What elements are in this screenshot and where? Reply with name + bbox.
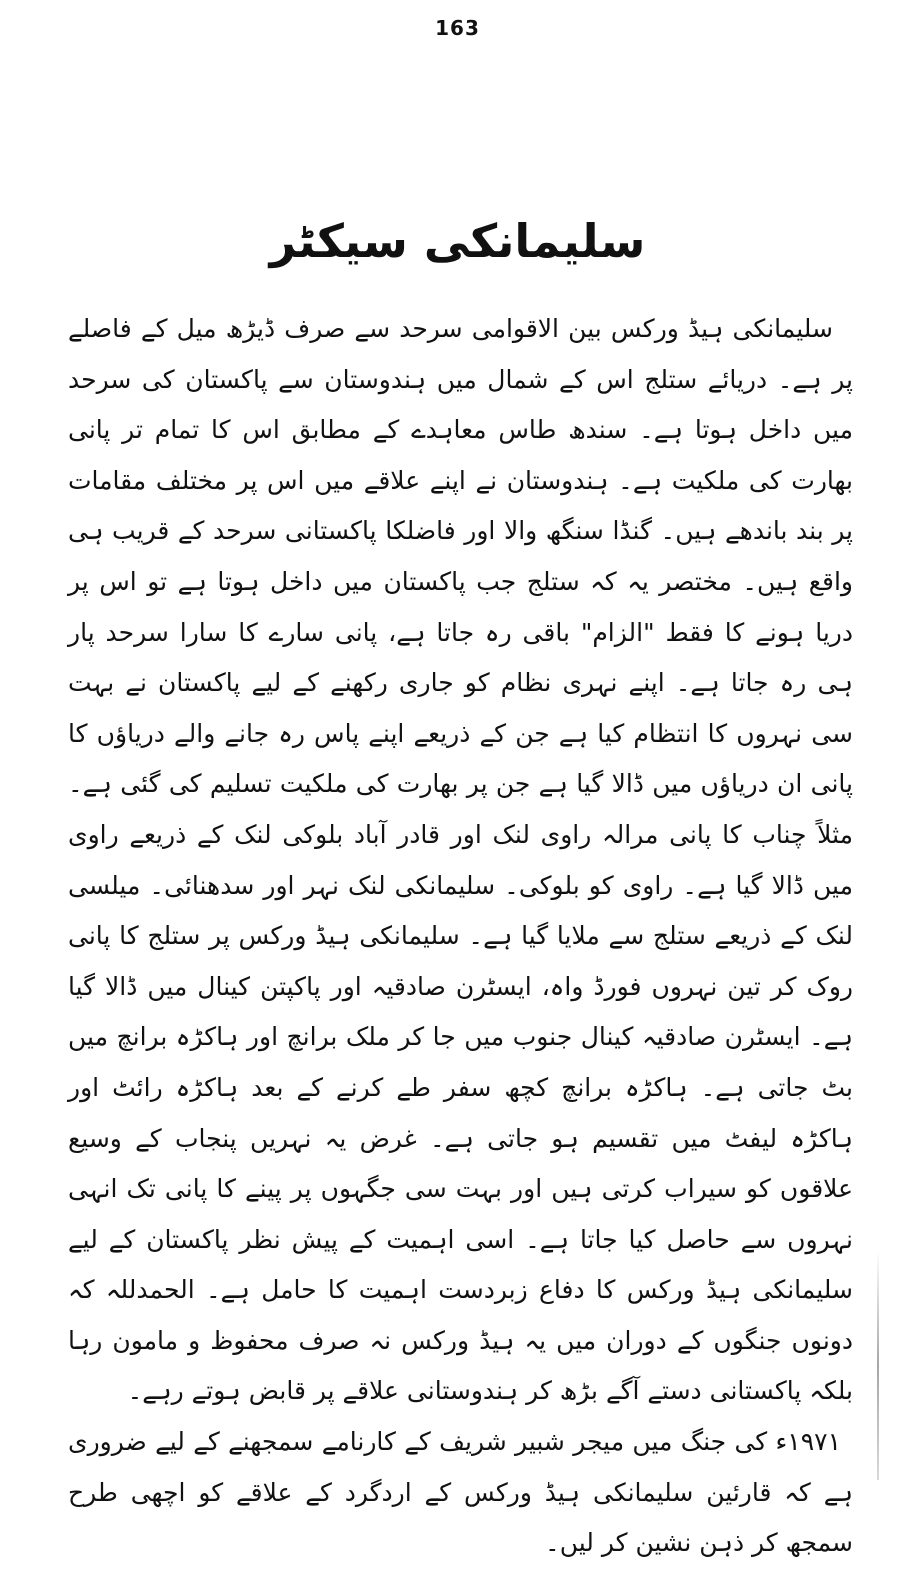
page-number: 163 — [435, 16, 480, 40]
paragraph-1: سلیمانکی ہیڈ ورکس بین الاقوامی سرحد سے صرف ڈیڑھ میل کے فاصلے پر ہے۔ دریائے ستلج اس کے شمال میں ہندوستان سے پاکستان کی سرحد میں داخل ہوتا ہے۔ سندھ طاس معاہدے کے مطابق اس کا تمام تر پانی بھارت کی ملکیت ہے۔ ہندوستان نے اپنے علاقے میں اس پر مختلف مقامات پر بند باندھے ہیں۔ گنڈا سنگھ والا اور فاضلکا پاکستانی سرحد کے قریب ہی واقع ہیں۔ مختصر یہ کہ ستلج جب پاکستان میں داخل ہوتا ہے تو اس پر دریا ہونے کا فقط "الزام" باقی رہ جاتا ہے، پانی سارے کا سارا سرحد پار ہی رہ جاتا ہے۔ اپنے نہری نظام کو جاری رکھنے کے لیے پاکستان نے بہت سی نہروں کا انتظام کیا ہے جن کے ذریعے اپنے پاس رہ جانے والے دریاؤں کا پانی ان دریاؤں میں ڈالا گیا ہے جن پر بھارت کی ملکیت تسلیم کی گئی ہے۔ مثلاً چناب کا پانی مرالہ راوی لنک اور قادر آباد بلوکی لنک کے ذریعے راوی میں ڈالا گیا ہے۔ راوی کو بلوکی۔ سلیمانکی لنک نہر اور سدھنائی۔ میلسی لنک کے ذریعے ستلج سے ملایا گیا ہے۔ سلیمانکی ہیڈ ورکس پر ستلج کا پانی روک کر تین نہروں فورڈ واہ، ایسٹرن صادقیہ اور پاکپتن کینال میں ڈالا گیا ہے۔ ایسٹرن صادقیہ کینال جنوب میں جا کر ملک برانچ اور ہاکڑہ برانچ میں بٹ جاتی ہے۔ ہاکڑہ برانچ کچھ سفر طے کرنے کے بعد ہاکڑہ رائٹ اور ہاکڑہ لیفٹ میں تقسیم ہو جاتی ہے۔ غرض یہ نہریں پنجاب کے وسیع علاقوں کو سیراب کرتی ہیں اور بہت سی جگہوں پر پینے کا پانی تک انہی نہروں سے حاصل کیا جاتا ہے۔ اسی اہمیت کے پیش نظر پاکستان کے لیے سلیمانکی ہیڈ ورکس کا دفاع زبردست اہمیت کا حامل ہے۔ الحمدللہ کہ دونوں جنگوں کے دوران میں یہ ہیڈ ورکس نہ صرف محفوظ و مامون رہا بلکہ پاکستانی دستے آگے بڑھ کر ہندوستانی علاقے پر قابض ہوتے رہے۔ — [68, 314, 853, 1406]
paragraph-2: ۱۹۷۱ء کی جنگ میں میجر شبیر شریف کے کارنامے سمجھنے کے لیے ضروری ہے کہ قارئین سلیمانکی ہیڈ ورکس کے اردگرد کے علاقے کو اچھی طرح سمجھ کر ذہن نشین کر لیں۔ — [68, 1427, 853, 1558]
body-text — [68, 304, 853, 1569]
chapter-title: سلیمانکی سیکٹر — [269, 213, 646, 268]
scan-edge-shadow — [877, 1250, 879, 1480]
